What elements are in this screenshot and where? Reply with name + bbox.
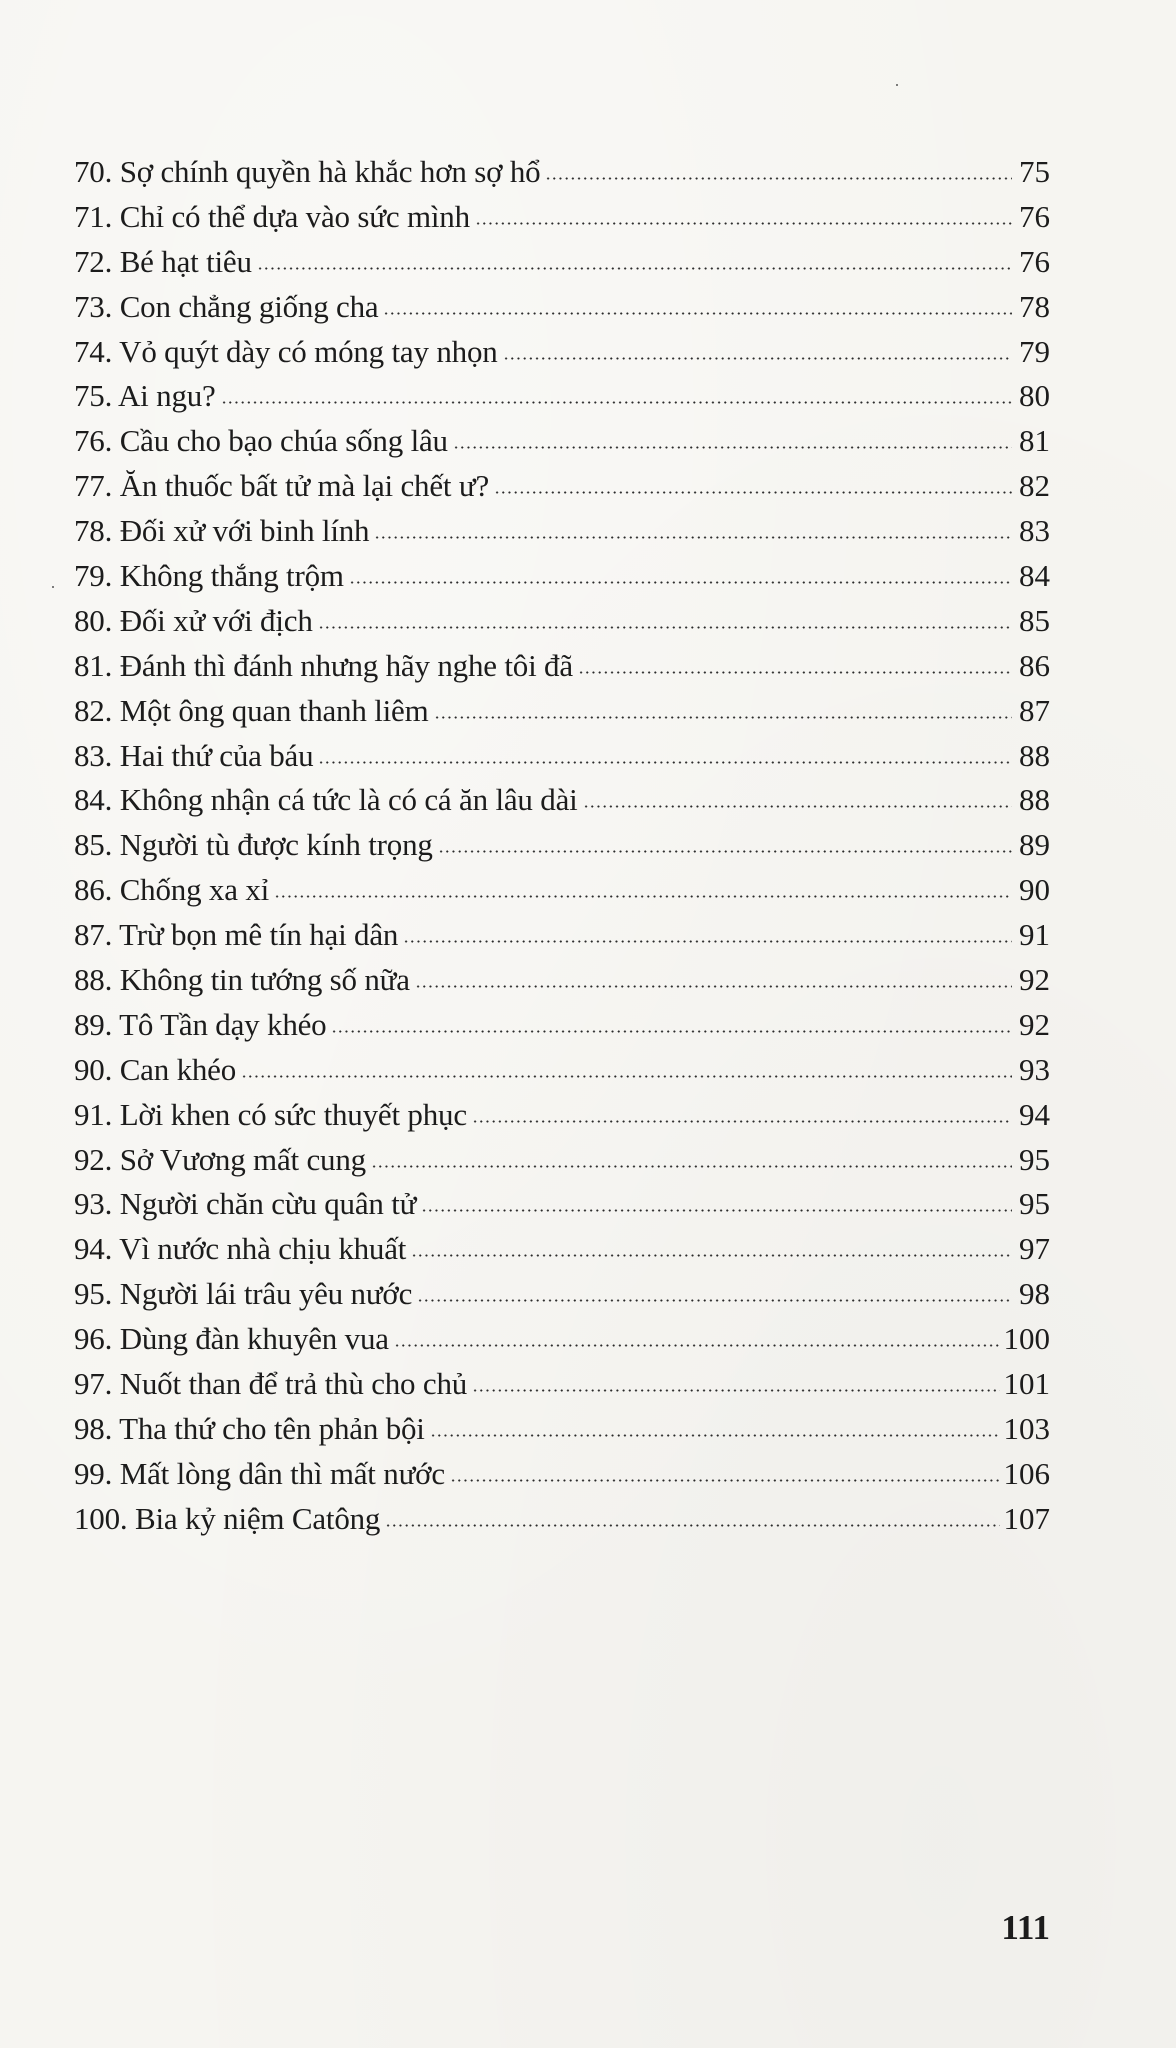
toc-entry-title: 78. Đối xử với binh lính	[74, 513, 370, 549]
toc-entry-page: 86	[1019, 647, 1050, 683]
toc-entry-title: 81. Đánh thì đánh nhưng hãy nghe tôi đã	[74, 647, 573, 683]
toc-entry-title: 95. Người lái trâu yêu nước	[74, 1276, 413, 1312]
toc-entry-page: 97	[1019, 1231, 1050, 1267]
toc-entry-title: 89. Tô Tần dạy khéo	[74, 1006, 327, 1042]
toc-entry	[74, 823, 1050, 868]
dot-leader	[583, 805, 1012, 808]
toc-entry-title: 76. Cầu cho bạo chúa sống lâu	[74, 423, 448, 459]
dot-leader	[241, 1075, 1012, 1078]
toc-entry-page: 85	[1019, 602, 1050, 638]
dot-leader	[545, 177, 1012, 180]
toc-entry-page: 78	[1019, 288, 1050, 324]
paper-speck	[52, 586, 54, 588]
dot-leader	[318, 761, 1012, 764]
toc-entry-title: 82. Một ông quan thanh liêm	[74, 692, 429, 728]
toc-entry-title: 73. Con chẳng giống cha	[74, 288, 379, 324]
toc-entry	[74, 1272, 1050, 1317]
toc-entry-title: 84. Không nhận cá tức là có cá ăn lâu dài	[74, 782, 578, 818]
toc-entry	[74, 285, 1050, 330]
toc-entry-page: 81	[1019, 423, 1050, 459]
dot-leader	[411, 1254, 1012, 1257]
toc-entry	[74, 1182, 1050, 1227]
toc-entry-page: 103	[1003, 1410, 1050, 1446]
dot-leader	[318, 626, 1012, 629]
toc-entry-title: 98. Tha thứ cho tên phản bội	[74, 1410, 425, 1446]
toc-entry-title: 77. Ăn thuốc bất tử mà lại chết ư?	[74, 468, 490, 504]
dot-leader	[430, 1434, 1000, 1437]
dot-leader	[349, 581, 1012, 584]
toc-entry-page: 95	[1019, 1186, 1050, 1222]
toc-entry	[74, 464, 1050, 509]
toc-entry-title: 83. Hai thứ của báu	[74, 737, 314, 773]
toc-entry-title: 92. Sở Vương mất cung	[74, 1141, 366, 1177]
toc-entry	[74, 1048, 1050, 1093]
toc-entry-title: 72. Bé hạt tiêu	[74, 243, 252, 279]
toc-entry-page: 95	[1019, 1141, 1050, 1177]
toc-entry-page: 107	[1003, 1500, 1050, 1536]
toc-entry-page: 101	[1003, 1366, 1050, 1402]
dot-leader	[472, 1389, 999, 1392]
toc-entry-page: 79	[1019, 333, 1050, 369]
toc-entry	[74, 778, 1050, 823]
toc-entry-title: 90. Can khéo	[74, 1051, 237, 1087]
toc-entry-title: 99. Mất lòng dân thì mất nước	[74, 1455, 445, 1491]
toc-entry	[74, 1003, 1050, 1048]
toc-entry	[74, 1452, 1050, 1497]
toc-entry-page: 76	[1019, 243, 1050, 279]
toc-entry-title: 88. Không tin tướng số nữa	[74, 962, 410, 998]
toc-entry-page: 91	[1019, 917, 1050, 953]
toc-entry-page: 83	[1019, 513, 1050, 549]
dot-leader	[383, 312, 1012, 315]
toc-entry-title: 87. Trừ bọn mê tín hại dân	[74, 917, 399, 953]
dot-leader	[403, 940, 1012, 943]
toc-entry-title: 71. Chỉ có thể dựa vào sức mình	[74, 198, 470, 234]
dot-leader	[331, 1030, 1012, 1033]
dot-leader	[415, 985, 1012, 988]
toc-entry-title: 96. Dùng đàn khuyên vua	[74, 1321, 389, 1357]
toc-entry-title: 91. Lời khen có sức thuyết phục	[74, 1096, 467, 1132]
toc-entry-page: 92	[1019, 1006, 1050, 1042]
toc-entry	[74, 644, 1050, 689]
toc-entry-title: 100. Bia kỷ niệm Catông	[74, 1500, 381, 1536]
toc-entry-page: 88	[1019, 782, 1050, 818]
dot-leader	[371, 1165, 1012, 1168]
dot-leader	[475, 222, 1012, 225]
toc-entry-page: 82	[1019, 468, 1050, 504]
toc-entry-page: 89	[1019, 827, 1050, 863]
toc-entry-title: 93. Người chăn cừu quân tử	[74, 1186, 417, 1222]
toc-entry	[74, 1317, 1050, 1362]
dot-leader	[417, 1299, 1012, 1302]
toc-entry-page: 93	[1019, 1051, 1050, 1087]
toc-entry	[74, 1138, 1050, 1183]
dot-leader	[578, 671, 1012, 674]
dot-leader	[434, 716, 1012, 719]
dot-leader	[438, 850, 1012, 853]
toc-entry-page: 80	[1019, 378, 1050, 414]
toc-entry	[74, 1497, 1050, 1542]
toc-entry	[74, 1093, 1050, 1138]
dot-leader	[385, 1524, 999, 1527]
table-of-contents	[74, 150, 1050, 1542]
toc-entry-page: 92	[1019, 962, 1050, 998]
toc-entry	[74, 240, 1050, 285]
toc-entry-title: 97. Nuốt than để trả thù cho chủ	[74, 1366, 468, 1402]
toc-entry	[74, 554, 1050, 599]
dot-leader	[453, 446, 1012, 449]
toc-entry-title: 85. Người tù được kính trọng	[74, 827, 433, 863]
toc-entry	[74, 150, 1050, 195]
toc-entry	[74, 374, 1050, 419]
toc-entry-page: 87	[1019, 692, 1050, 728]
toc-entry	[74, 958, 1050, 1003]
toc-entry	[74, 868, 1050, 913]
toc-entry-page: 94	[1019, 1096, 1050, 1132]
toc-entry	[74, 734, 1050, 779]
toc-entry	[74, 419, 1050, 464]
toc-entry-page: 88	[1019, 737, 1050, 773]
toc-entry-page: 106	[1003, 1455, 1050, 1491]
toc-entry-title: 94. Vì nước nhà chịu khuất	[74, 1231, 407, 1267]
dot-leader	[503, 357, 1012, 360]
dot-leader	[394, 1344, 1000, 1347]
toc-entry	[74, 599, 1050, 644]
toc-entry-title: 86. Chống xa xỉ	[74, 872, 270, 908]
dot-leader	[274, 895, 1012, 898]
toc-entry	[74, 509, 1050, 554]
dot-leader	[221, 401, 1012, 404]
toc-entry	[74, 1407, 1050, 1452]
toc-entry-page: 75	[1019, 154, 1050, 189]
toc-entry-title: 70. Sợ chính quyền hà khắc hơn sợ hổ	[74, 154, 541, 189]
toc-entry-title: 80. Đối xử với địch	[74, 602, 313, 638]
paper-speck	[896, 84, 898, 86]
page-number: 111	[1001, 1908, 1050, 1947]
toc-entry-page: 76	[1019, 198, 1050, 234]
toc-entry	[74, 1227, 1050, 1272]
toc-entry-title: 79. Không thắng trộm	[74, 558, 344, 594]
toc-entry-title: 74. Vỏ quýt dày có móng tay nhọn	[74, 333, 498, 369]
dot-leader	[421, 1209, 1012, 1212]
dot-leader	[450, 1479, 1000, 1482]
dot-leader	[257, 267, 1012, 270]
dot-leader	[472, 1120, 1012, 1123]
toc-entry-page: 90	[1019, 872, 1050, 908]
toc-entry-page: 100	[1003, 1321, 1050, 1357]
dot-leader	[374, 536, 1012, 539]
dot-leader	[494, 491, 1012, 494]
toc-entry-title: 75. Ai ngu?	[74, 378, 216, 414]
toc-entry-page: 98	[1019, 1276, 1050, 1312]
toc-entry	[74, 1362, 1050, 1407]
toc-entry-page: 84	[1019, 558, 1050, 594]
toc-entry	[74, 195, 1050, 240]
toc-entry	[74, 913, 1050, 958]
toc-entry	[74, 689, 1050, 734]
toc-entry	[74, 330, 1050, 375]
